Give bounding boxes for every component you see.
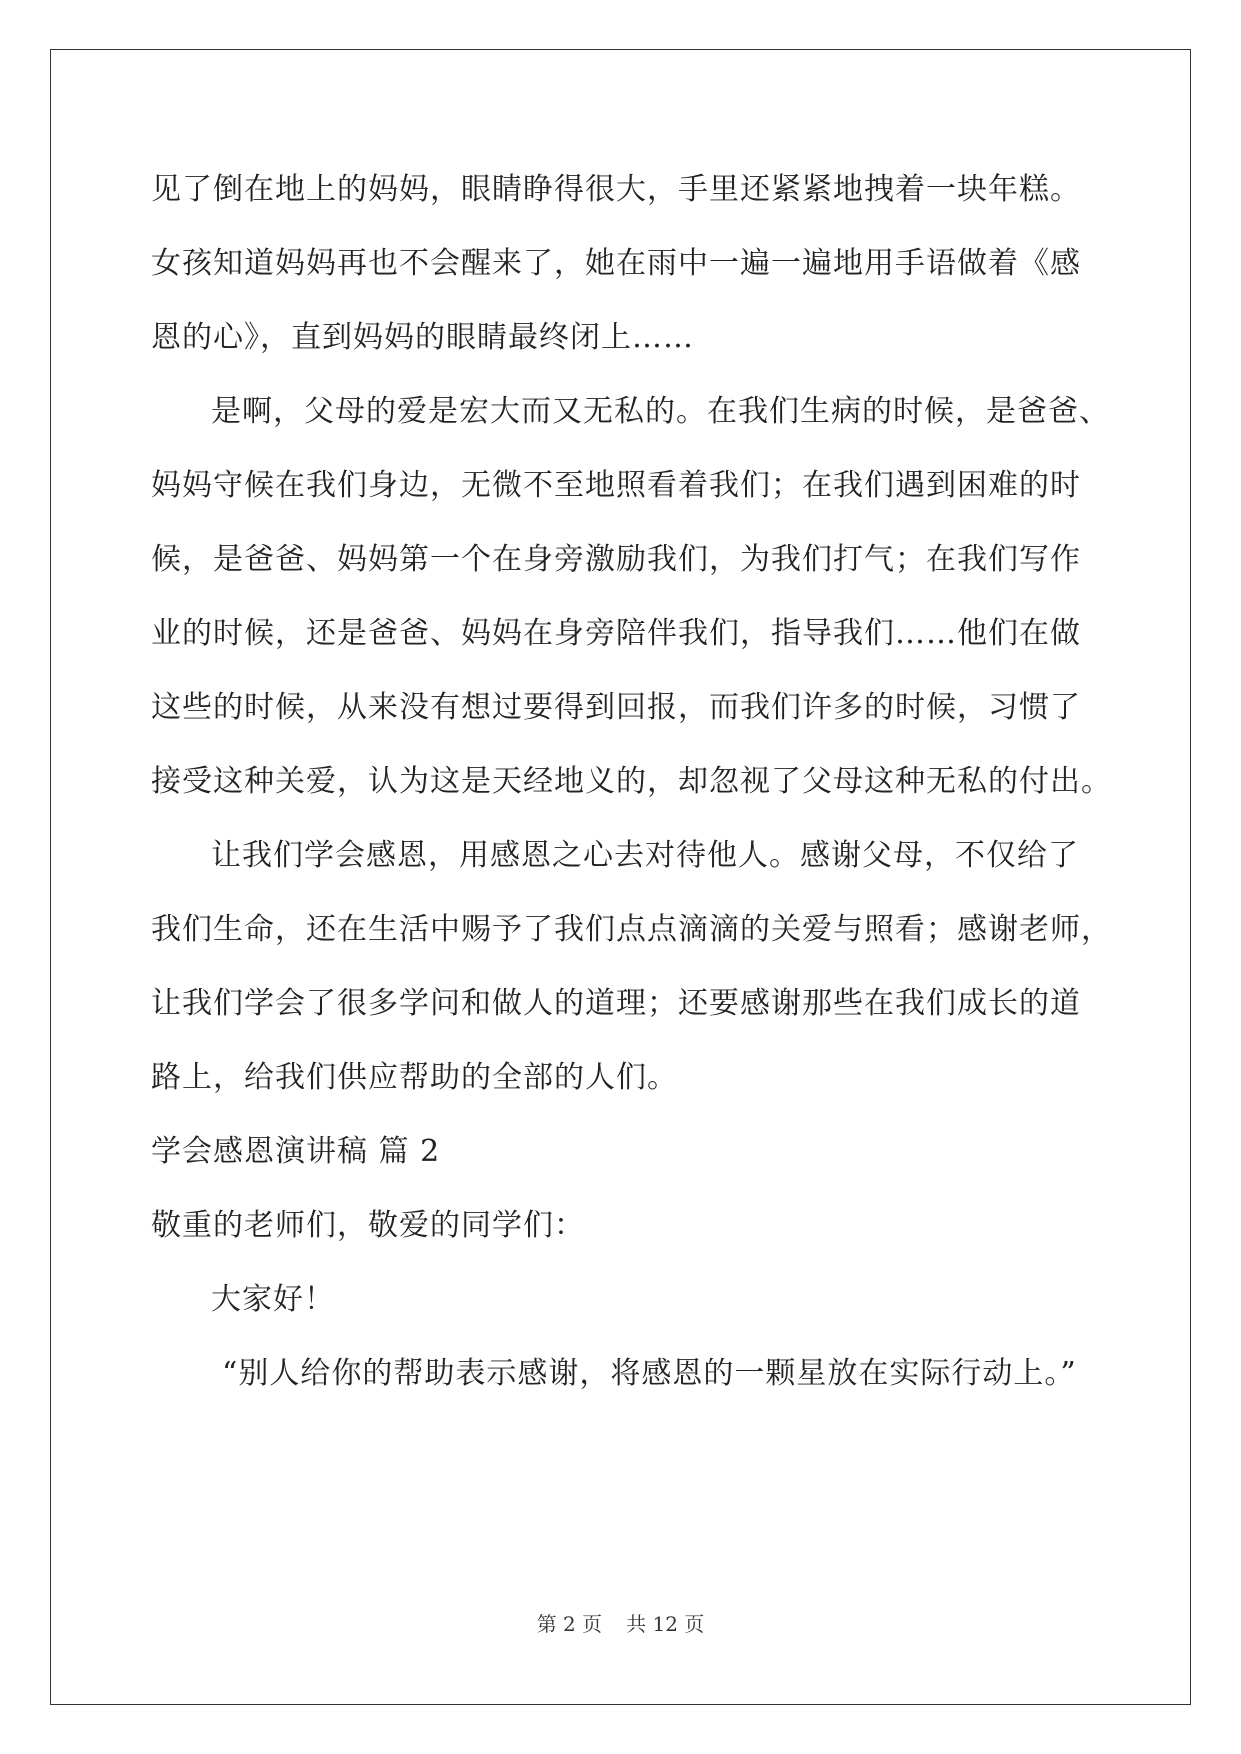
body-line: 这些的时候，从来没有想过要得到回报，而我们许多的时候，习惯了	[151, 690, 1081, 725]
page-number: 第 2 页	[536, 1612, 603, 1636]
page-border	[50, 49, 1191, 1705]
body-line: 我们生命，还在生活中赐予了我们点点滴滴的关爱与照看；感谢老师，	[151, 912, 1112, 947]
body-line: 恩的心》，直到妈妈的眼睛最终闭上……	[151, 320, 694, 355]
salutation: 敬重的老师们，敬爱的同学们：	[151, 1208, 585, 1243]
body-line: 候，是爸爸、妈妈第一个在身旁激励我们，为我们打气；在我们写作	[151, 542, 1081, 577]
body-line: 业的时候，还是爸爸、妈妈在身旁陪伴我们，指导我们……他们在做	[151, 616, 1081, 651]
body-line: 路上，给我们供应帮助的全部的人们。	[151, 1060, 678, 1095]
paragraph-first-line: 让我们学会感恩，用感恩之心去对待他人。感谢父母，不仅给了	[211, 838, 1079, 873]
body-line: 让我们学会了很多学问和做人的道理；还要感谢那些在我们成长的道	[151, 986, 1081, 1021]
body-line: 女孩知道妈妈再也不会醒来了，她在雨中一遍一遍地用手语做着《感	[151, 246, 1081, 281]
quote-line: “别人给你的帮助表示感谢，将感恩的一颗星放在实际行动上。”	[222, 1356, 1077, 1391]
page-total: 共 12 页	[626, 1612, 705, 1636]
body-line: 妈妈守候在我们身边，无微不至地照看着我们；在我们遇到困难的时	[151, 468, 1081, 503]
body-line: 见了倒在地上的妈妈，眼睛睁得很大，手里还紧紧地拽着一块年糕。	[151, 172, 1081, 207]
body-line: 接受这种关爱，认为这是天经地义的，却忽视了父母这种无私的付出。	[151, 764, 1112, 799]
greeting: 大家好！	[211, 1282, 335, 1317]
page-footer	[0, 1610, 1241, 1638]
paragraph-first-line: 是啊，父母的爱是宏大而又无私的。在我们生病的时候，是爸爸、	[211, 394, 1110, 429]
section-heading: 学会感恩演讲稿 篇 2	[151, 1134, 441, 1169]
